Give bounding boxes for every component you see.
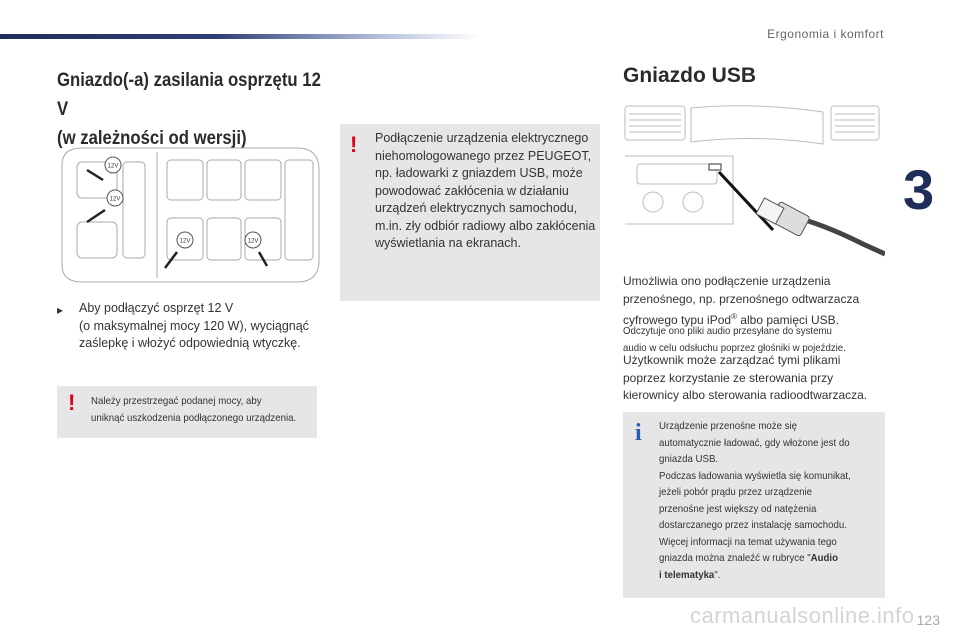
watermark: carmanualsonline.info [690,603,915,628]
info-icon: i [635,420,642,446]
socket-label: 12V [179,238,191,245]
header-accent-bar [0,34,480,39]
chapter-number: 3 [903,158,960,222]
usb-plug [756,198,885,254]
usb-description: Umożliwia ono podłączenie urządzenia przenośnego, np. przenośnego odtwarzacza cyfrowego typu iPod® albo pamięci USB. [623,274,860,327]
sockets-title-line2: (w zależności od wersji) [57,128,247,149]
usb-audio-note: Odczytuje ono pliki audio przesyłane do systemu audio w celu odsłuchu poprzez głośniki w pojeździe. [623,325,846,354]
section-header: Ergonomia i komfort [767,27,884,41]
usb-port [709,164,721,170]
instruction-text: Aby podłączyć osprzęt 12 V (o maksymalnej mocy 120 W), wyciągnąć zaślepkę i włożyć odpowiednią wtyczkę. [79,301,309,350]
power-warning-text: Należy przestrzegać podanej mocy, aby uniknąć uszkodzenia podłączonego urządzenia. [91,395,297,424]
usb-info-text: Urządzenie przenośne może się automatycznie ładować, gdy włożone jest do gniazda USB. Podczas ładowania wyświetla się komunikat, jeżeli pobór prądu przez urządzenie przenośne jest większy od natężenia dostarczanego przez instalację samochodu. Więcej informacji na temat używania tego gniazda można znaleźć w rubryce "Audio i telematyka". [659,420,851,581]
socket-label: 12V [107,163,119,170]
socket-markers [105,157,261,248]
usb-control-text: Użytkownik może zarządzać tymi plikami poprzez korzystanie ze sterowania przy kierownicy albo sterowania radioodtwarzacza. [623,353,868,402]
usb-illustration [623,104,885,264]
socket-label: 12V [247,238,259,245]
warning-icon: ! [68,390,76,415]
page-number: 123 [916,612,940,628]
usb-title: Gniazdo USB [623,64,757,87]
bullet-icon: ▸ [57,303,64,317]
sockets-title-line1: Gniazdo(-a) zasilania osprzętu 12 V [57,70,321,120]
usb-warning-text: Podłączenie urządzenia elektrycznego niehomologowanego przez PEUGEOT, np. ładowarki z gniazdem USB, może powodować zakłócenia w działaniu urządzeń elektrycznych samochodu, m.in. zły odbiór radiowy albo zakłócenia wyświetlania na ekranach. [375,131,596,250]
cabin-illustration [57,140,327,290]
warning-icon: ! [350,132,358,157]
socket-label: 12V [109,196,121,203]
